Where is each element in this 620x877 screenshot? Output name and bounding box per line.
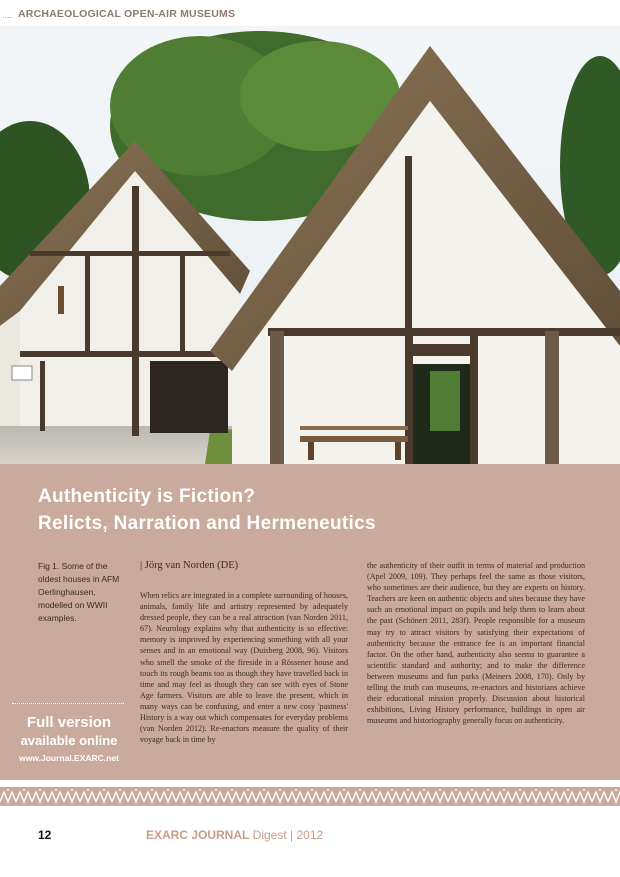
journal-name: EXARC JOURNAL xyxy=(146,828,250,842)
section-header xyxy=(0,0,620,26)
journal-footer xyxy=(146,828,323,842)
journal-separator: | xyxy=(286,828,297,842)
decorative-band xyxy=(0,787,620,806)
title-line-1: Authenticity is Fiction? xyxy=(38,486,256,507)
journal-digest: Digest xyxy=(249,828,287,842)
body-column-2: the authenticity of their outfit in terms of material and production (Apel 2009, 109). They perhaps feel the same as those visitors, who sometimes are their audience, but they are experts on history. Teachers are keen on authentic objects and sites because they have such an emotional impact on pupils and help them to learn about the past (Schönert 2011, 283f). People responsible for a museum may try to attract visitors by satisfying their expectations of authenticity because the entrance fee is an important financial factor. On the other hand, authenticity also seems to guarantee a scientific standard and authority; and to make the difference between museums and fun parks (Meiners 2008, 170). Only by telling the truth can museums, re-enactors and historians achieve their educational mission properly. Discussion about historical exhibitions, Living History performance, buildings in open air museums and historiography generally focus on authenticity. xyxy=(367,561,585,726)
promo-box xyxy=(12,714,126,765)
hero-photo xyxy=(0,26,620,464)
header-dots: .... xyxy=(2,10,13,20)
figure-caption: Fig 1. Some of the oldest houses in AFM Oerlinghausen, modelled on WWII examples. xyxy=(38,561,120,623)
title-line-2: Relicts, Narration and Hermeneutics xyxy=(38,513,376,534)
section-label: ARCHAEOLOGICAL OPEN-AIR MUSEUMS xyxy=(18,8,236,20)
promo-divider xyxy=(12,703,124,704)
article-title xyxy=(38,483,376,537)
author-line: | Jörg van Norden (DE) xyxy=(140,560,239,571)
promo-line-2: available online xyxy=(20,733,118,748)
houses-illustration xyxy=(0,26,620,464)
pattern-border xyxy=(0,787,620,806)
promo-url-link[interactable]: www.Journal.EXARC.net xyxy=(19,753,119,763)
body-column-1: When relics are integrated in a complete surrounding of houses, animals, family life and artistry represented by adequately dressed people, they can be a real attraction (van Norden 2011, 67). Neurology explains why that authenticity is so effective: memory is improved by experiencing something with all your senses and in an emotional way (Duisberg 2008, 96). Visitors who smell the smoke of the fireside in a Rössener house and touch its rough beams too as though they have travelled back in time and may feel as though they can see with eyes of Stone Age farmers. Visitors are able to leave the present, which in many ways can be confusing, and enter a new cosy 'pastness' History is a way out which compensates for everyday problems (van Norden 2012). Re-enactors measure the quality of their voyage back in time by xyxy=(140,591,348,745)
journal-year: 2012 xyxy=(296,828,324,842)
promo-line-1: Full version xyxy=(26,714,112,731)
page-number: 12 xyxy=(38,828,52,842)
